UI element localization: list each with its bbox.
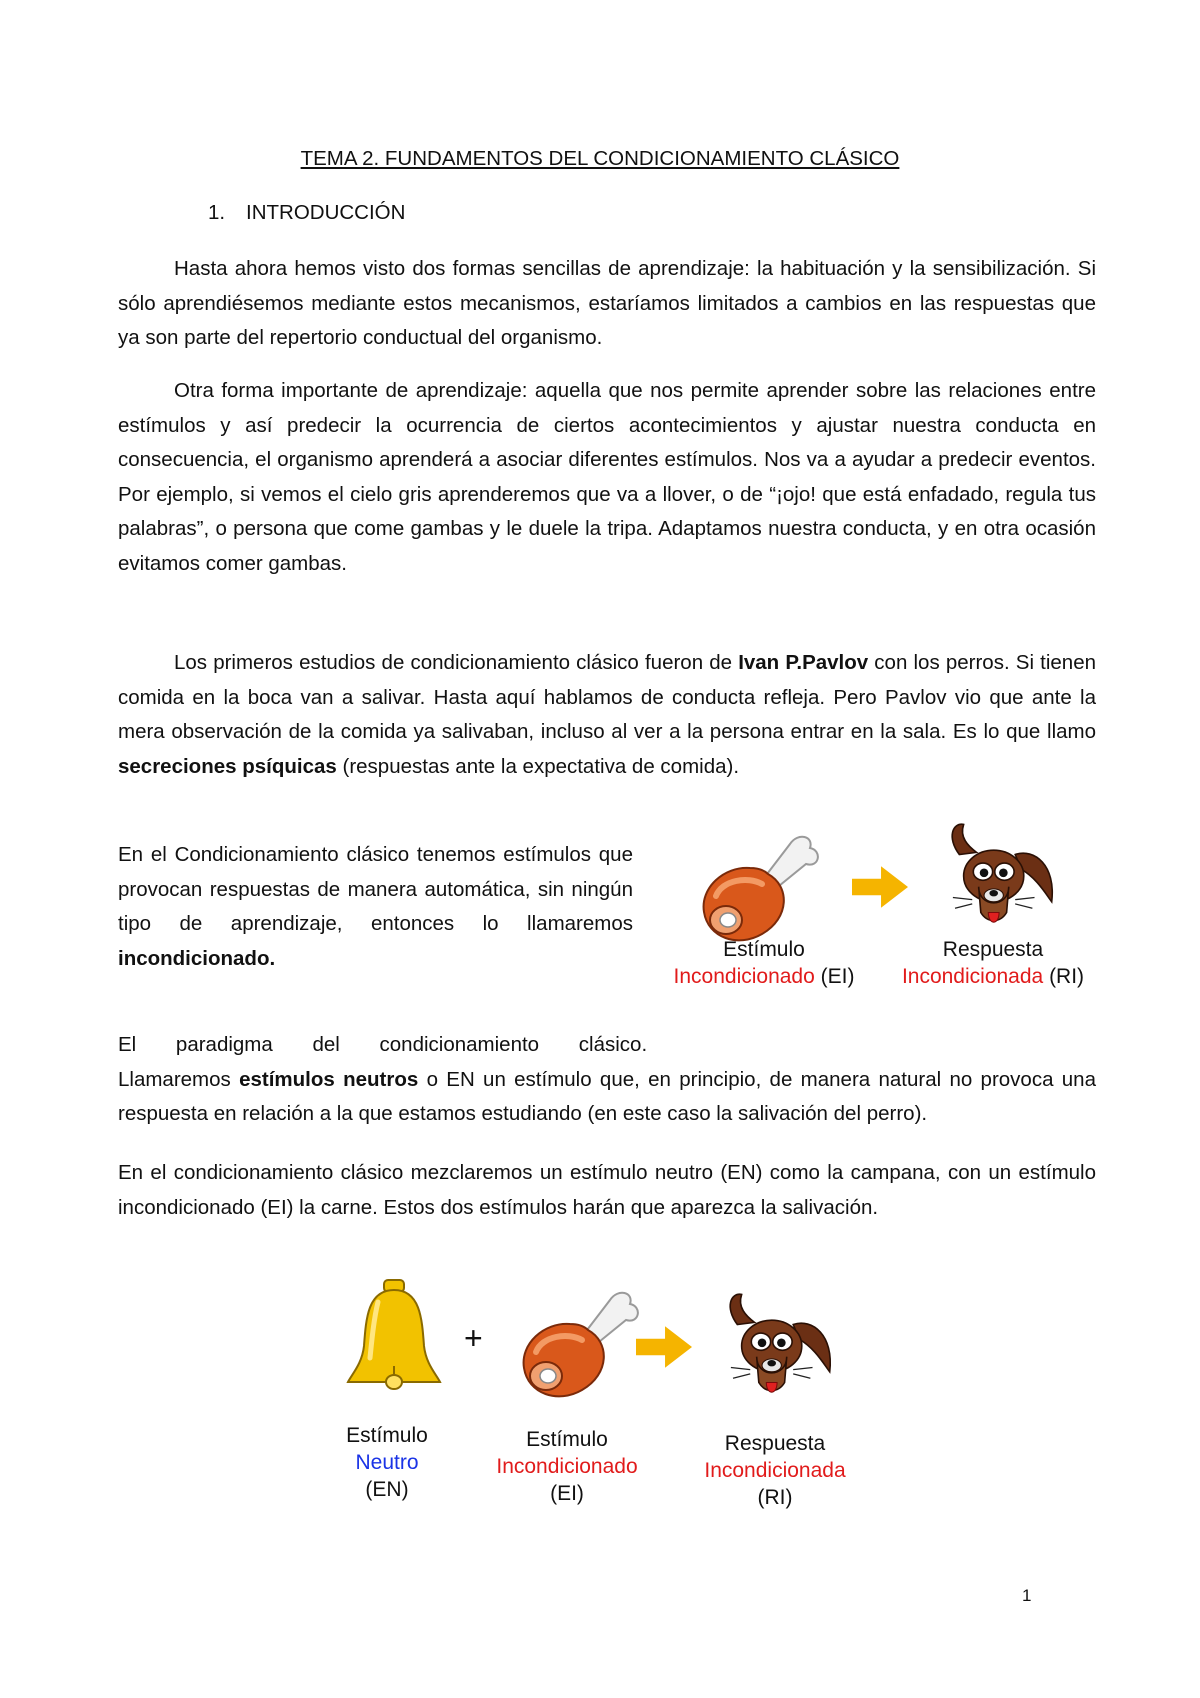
term-incondicionado: incondicionado. xyxy=(118,946,276,970)
dog-icon xyxy=(940,820,1056,932)
figure-1-response-label: Respuesta Incondicionada (RI) xyxy=(901,938,1085,988)
arrow-icon xyxy=(636,1326,692,1368)
term-secreciones: secreciones psíquicas xyxy=(118,754,337,778)
page-number: 1 xyxy=(1022,1586,1032,1605)
term-estimulos-neutros: estímulos neutros xyxy=(239,1067,419,1091)
paragraph-5: El paradigma del condicionamiento clásico. Llamaremos estímulos neutros o EN un estímulo que, en principio, de manera natural no provoca una respuesta en relación a la que estamos estudiando (en este caso la salivación del perro). xyxy=(118,1033,1096,1125)
figure-2-stimulus-label: Estímulo Incondicionado (EI) xyxy=(496,1428,638,1505)
dog-icon xyxy=(718,1290,834,1402)
paragraph-3: Los primeros estudios de condicionamiento clásico fueron de Ivan P.Pavlov con los perros. Si tienen comida en la boca van a salivar. Hasta aquí hablamos de conducta refleja. Pero Pavlov vio que ante la mera observación de la comida ya salivaban, incluso al ver a la persona entrar en la sala. Es lo que llamo secreciones psíquicas (respuestas ante la expectativa de comida). xyxy=(118,651,1096,778)
figure-2-response-label: Respuesta Incondicionada (RI) xyxy=(704,1432,846,1509)
arrow-icon xyxy=(852,866,908,908)
paragraph-4: En el Condicionamiento clásico tenemos estímulos que provocan respuestas de manera automática, sin ningún tipo de aprendizaje, entonces lo llamaremos incondicionado. xyxy=(118,843,633,970)
section-number: 1. xyxy=(208,201,226,224)
document-title: TEMA 2. FUNDAMENTOS DEL CONDICIONAMIENTO CLÁSICO xyxy=(300,147,900,170)
paragraph-6: En el condicionamiento clásico mezclaremos un estímulo neutro (EN) como la campana, con un estímulo incondicionado (EI) la carne. Estos dos estímulos harán que aparezca la salivación. xyxy=(118,1161,1096,1219)
section-label: INTRODUCCIÓN xyxy=(246,201,406,224)
figure-2-neutral-label: Estímulo Neutro (EN) xyxy=(346,1424,428,1501)
paragraph-1: Hasta ahora hemos visto dos formas sencillas de aprendizaje: la habituación y la sensibilización. Si sólo aprendiésemos mediante estos mecanismos, estaríamos limitados a cambios en las respuestas que ya son parte del repertorio conductual del organismo. xyxy=(118,257,1096,349)
pavlov-name: Ivan P.Pavlov xyxy=(738,651,869,674)
figure-1-stimulus-label: Estímulo Incondicionado (EI) xyxy=(673,938,855,988)
paragraph-2: Otra forma importante de aprendizaje: aquella que nos permite aprender sobre las relaciones entre estímulos y así predecir la ocurrencia de ciertos acontecimientos y ajustar nuestra conducta en consecuencia, el organismo aprenderá a asociar diferentes estímulos. Nos va a ayudar a predecir eventos. Por ejemplo, si vemos el cielo gris aprenderemos que va a llover, o de “¡ojo! que está enfadado, regula tus palabras”, o persona que come gambas y le duele la tripa. Adaptamos nuestra conducta, y en otra ocasión evitamos comer gambas. xyxy=(118,379,1096,575)
bell-icon xyxy=(344,1278,444,1398)
plus-sign: + xyxy=(464,1320,483,1356)
section-heading xyxy=(208,198,405,228)
